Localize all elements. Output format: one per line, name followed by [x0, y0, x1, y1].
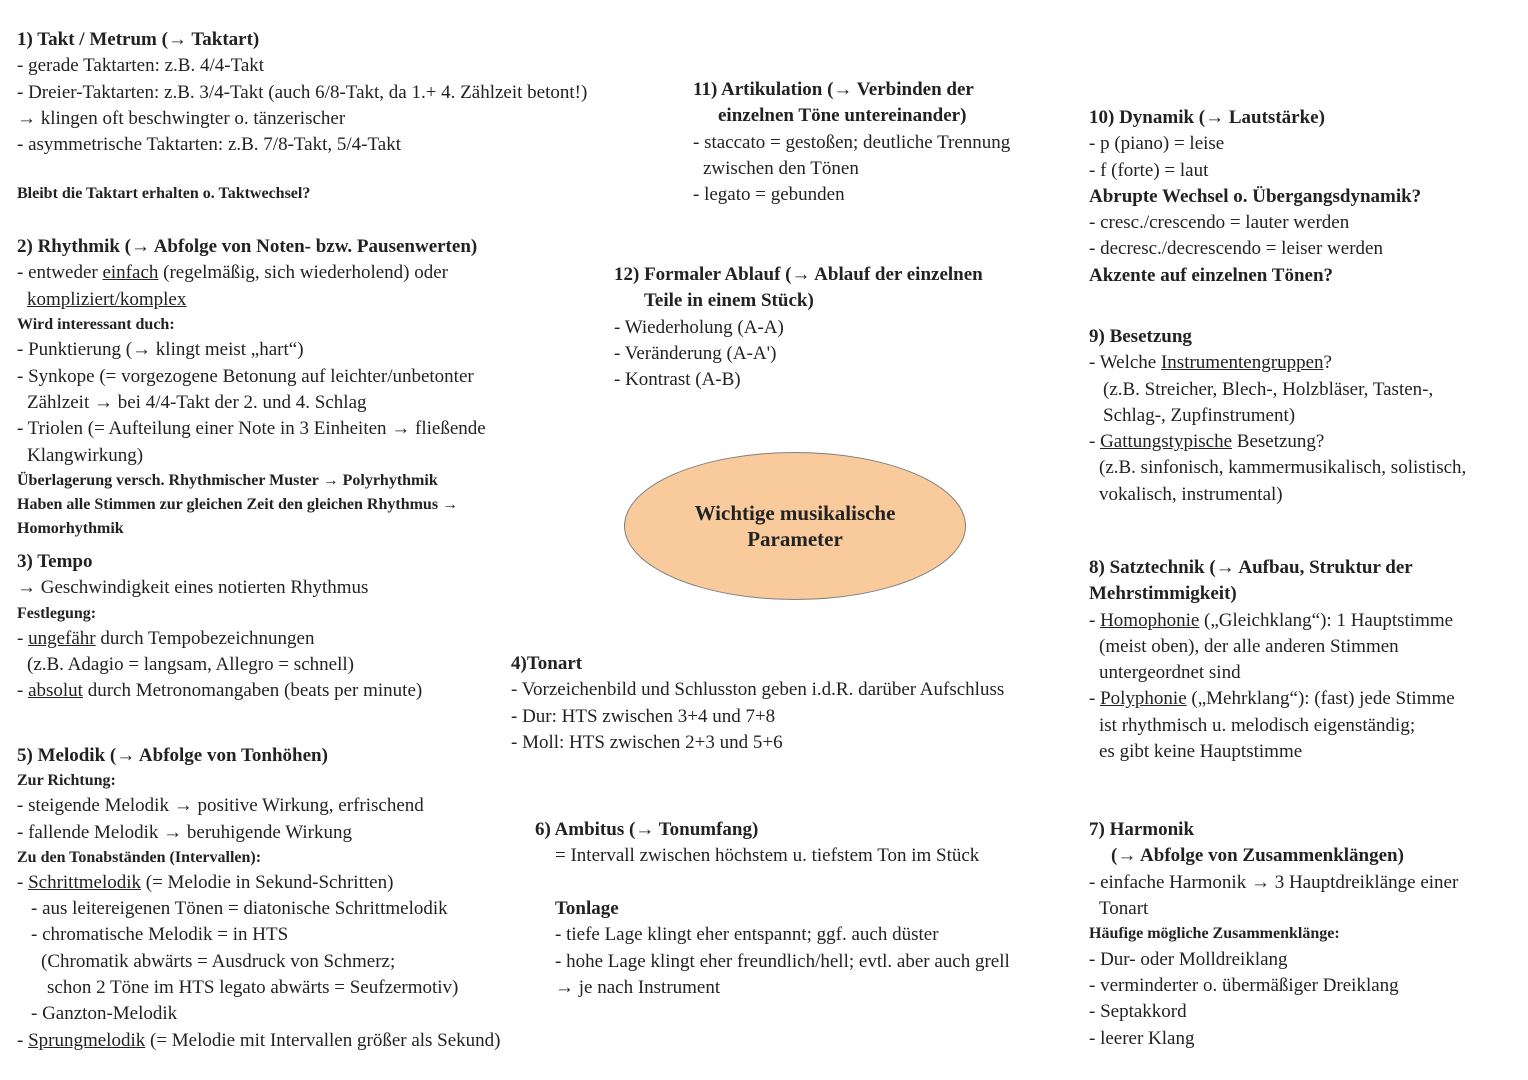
title-line: Wichtige musikalische — [694, 501, 896, 525]
section-heading: 1) Takt / Metrum (→ Taktart) — [17, 29, 260, 50]
text-line: ist rhythmisch u. melodisch eigenständig; — [1099, 714, 1416, 736]
section-artikulation — [693, 77, 1010, 208]
text-line: - Moll: HTS zwischen 2+3 und 5+6 — [511, 731, 783, 753]
bold-note: Überlagerung versch. Rhythmischer Muster → Polyrhythmik — [17, 471, 438, 489]
underlined-term: Gattungstypische — [1100, 431, 1233, 453]
text-line: → Geschwindigkeit eines notierten Rhythmus — [17, 577, 369, 599]
text-line: → je nach Instrument — [555, 976, 721, 998]
section-harmonik — [1089, 817, 1458, 1052]
section-heading: 3) Tempo — [17, 551, 93, 572]
text-line: - hohe Lage klingt eher freundlich/hell; evtl. aber auch grell — [555, 950, 1010, 972]
subheading: Tonlage — [555, 898, 619, 919]
text-line: - fallende Melodik → beruhigende Wirkung — [17, 821, 352, 843]
text-line: - steigende Melodik → positive Wirkung, erfrischend — [17, 795, 424, 817]
text-part: (= Melodie mit Intervallen größer als Sekund) — [145, 1029, 501, 1051]
section-heading: (→ Abfolge von Zusammenklängen) — [1111, 845, 1404, 867]
bold-note: Haben alle Stimmen zur gleichen Zeit den gleichen Rhythmus → — [17, 495, 459, 513]
text-line: (z.B. sinfonisch, kammermusikalisch, solistisch, — [1099, 457, 1467, 479]
subheading: Wird interessant duch: — [17, 315, 175, 333]
text-line: - Wiederholung (A-A) — [614, 316, 784, 338]
text-part: („Gleichklang“): 1 Hauptstimme — [1199, 609, 1454, 631]
section-heading: Teile in einem Stück) — [644, 290, 814, 312]
section-heading: Mehrstimmigkeit) — [1089, 583, 1237, 605]
text-line: (z.B. Adagio = langsam, Allegro = schnell) — [27, 653, 354, 675]
text-line: - leerer Klang — [1089, 1027, 1195, 1049]
section-rhythmik — [17, 234, 486, 541]
section-takt — [17, 27, 587, 158]
text-line: untergeordnet sind — [1099, 662, 1241, 684]
text-line: vokalisch, instrumental) — [1099, 483, 1283, 505]
subheading: Zu den Tonabständen (Intervallen): — [17, 848, 262, 866]
section-besetzung — [1089, 324, 1466, 508]
text-line: es gibt keine Hauptstimme — [1099, 741, 1303, 763]
underlined-term: Homophonie — [1100, 609, 1200, 631]
text-line — [17, 1028, 501, 1054]
text-line: - staccato = gestoßen; deutliche Trennung — [693, 131, 1011, 153]
text-line: - Kontrast (A-B) — [614, 369, 741, 391]
underlined-term: Polyphonie — [1100, 688, 1187, 710]
text-line — [17, 287, 486, 313]
text-line: - Synkope (= vorgezogene Betonung auf leichter/unbetonter — [17, 365, 474, 387]
section-formaler-ablauf — [614, 262, 983, 393]
text-line: (z.B. Streicher, Blech-, Holzbläser, Tasten-, — [1103, 378, 1434, 400]
text-line: - Punktierung (→ klingt meist „hart“) — [17, 339, 304, 361]
text-line — [1089, 350, 1466, 376]
underlined-term: kompliziert/komplex — [27, 288, 187, 310]
underlined-term: Instrumentengruppen — [1160, 352, 1324, 374]
underlined-term: einfach — [102, 262, 159, 284]
text-line: - legato = gebunden — [693, 184, 845, 206]
text-line: → klingen oft beschwingter o. tänzerischer — [17, 107, 346, 129]
text-line: - Dur- oder Molldreiklang — [1089, 948, 1288, 970]
section-heading: 8) Satztechnik (→ Aufbau, Struktur der — [1089, 557, 1413, 578]
section-tonart — [511, 651, 1004, 756]
section-ambitus — [535, 817, 979, 870]
text-line: - f (forte) = laut — [1089, 159, 1209, 181]
text-line: - Septakkord — [1089, 1001, 1187, 1023]
bold-note: Homorhythmik — [17, 519, 124, 537]
section-satztechnik — [1089, 555, 1455, 765]
text-line: Schlag-, Zupfinstrument) — [1103, 404, 1296, 426]
section-heading: 7) Harmonik — [1089, 819, 1195, 840]
section-heading: 6) Ambitus (→ Tonumfang) — [535, 819, 759, 840]
section-heading: 10) Dynamik (→ Lautstärke) — [1089, 107, 1325, 128]
text-part: durch Metronomangaben (beats per minute) — [82, 680, 423, 702]
text-part: - — [17, 627, 29, 649]
text-line: - cresc./crescendo = lauter werden — [1089, 212, 1350, 234]
text-line: - einfache Harmonik → 3 Hauptdreiklänge einer — [1089, 871, 1459, 893]
text-part: - — [1089, 688, 1101, 710]
text-line — [17, 870, 501, 896]
text-part: - — [17, 1029, 29, 1051]
text-line: - Ganzton-Melodik — [31, 1003, 178, 1025]
subheading: Zur Richtung: — [17, 772, 116, 790]
text-line: schon 2 Töne im HTS legato abwärts = Seufzermotiv) — [47, 977, 459, 999]
text-line: - Dreier-Taktarten: z.B. 3/4-Takt (auch 6/8-Takt, da 1.+ 4. Zählzeit betont!) — [17, 81, 588, 103]
text-line: - chromatische Melodik = in HTS — [31, 924, 289, 946]
text-line: - Triolen (= Aufteilung einer Note in 3 Einheiten → fließende — [17, 418, 486, 440]
text-line — [17, 678, 422, 704]
text-part: Besetzung? — [1232, 431, 1325, 453]
text-part: durch Tempobezeichnungen — [95, 627, 315, 649]
underlined-term: ungefähr — [28, 627, 96, 649]
text-part: - Welche — [1089, 352, 1161, 374]
section-dynamik — [1089, 105, 1421, 289]
text-line: - p (piano) = leise — [1089, 133, 1225, 155]
text-part: („Mehrklang“): (fast) jede Stimme — [1186, 688, 1455, 710]
text-line: (Chromatik abwärts = Ausdruck von Schmerz; — [41, 950, 396, 972]
text-part: (regelmäßig, sich wiederholend) oder — [158, 262, 449, 284]
text-line: Klangwirkung) — [27, 444, 144, 466]
text-line — [1089, 686, 1455, 712]
section-heading: einzelnen Töne untereinander) — [718, 105, 967, 127]
text-line: - gerade Taktarten: z.B. 4/4-Takt — [17, 55, 265, 77]
text-part: - entweder — [17, 262, 103, 284]
text-line: - aus leitereigenen Tönen = diatonische Schrittmelodik — [31, 898, 448, 920]
question-taktwechsel: Bleibt die Taktart erhalten o. Taktwechsel? — [17, 185, 311, 202]
section-heading: 9) Besetzung — [1089, 326, 1192, 347]
text-part: - — [1089, 609, 1101, 631]
text-line: - Vorzeichenbild und Schlusston geben i.d.R. darüber Aufschluss — [511, 679, 1005, 701]
section-melodik — [17, 743, 501, 1054]
text-line — [1089, 608, 1455, 634]
underlined-term: Sprungmelodik — [28, 1029, 146, 1051]
text-line: Zählzeit → bei 4/4-Takt der 2. und 4. Schlag — [27, 391, 367, 413]
text-line: (meist oben), der alle anderen Stimmen — [1099, 635, 1399, 657]
text-part: - — [17, 871, 29, 893]
text-line: - asymmetrische Taktarten: z.B. 7/8-Takt, 5/4-Takt — [17, 134, 401, 156]
text-part: - — [1089, 431, 1101, 453]
subheading: Abrupte Wechsel o. Übergangsdynamik? — [1089, 185, 1422, 207]
text-line — [1089, 429, 1466, 455]
subheading: Festlegung: — [17, 604, 97, 622]
text-part: - — [17, 680, 29, 702]
section-heading: 5) Melodik (→ Abfolge von Tonhöhen) — [17, 745, 328, 766]
text-part: ? — [1323, 352, 1332, 374]
text-line: - Veränderung (A-A') — [614, 342, 777, 364]
text-line: - verminderter o. übermäßiger Dreiklang — [1089, 974, 1399, 996]
text-line — [17, 260, 486, 286]
text-line: - decresc./decrescendo = leiser werden — [1089, 238, 1383, 260]
text-line: - Dur: HTS zwischen 3+4 und 7+8 — [511, 705, 776, 727]
text-line: = Intervall zwischen höchstem u. tiefstem Ton im Stück — [555, 845, 980, 867]
subheading: Häufige mögliche Zusammenklänge: — [1089, 925, 1340, 943]
text-line: - tiefe Lage klingt eher entspannt; ggf. auch düster — [555, 924, 939, 946]
section-heading: 2) Rhythmik (→ Abfolge von Noten- bzw. Pausenwerten) — [17, 236, 478, 257]
underlined-term: absolut — [28, 680, 83, 702]
section-tonlage — [555, 896, 1010, 1001]
text-line — [17, 626, 422, 652]
section-heading: 11) Artikulation (→ Verbinden der — [693, 79, 974, 100]
center-title-ellipse — [624, 452, 966, 600]
title-line: Parameter — [747, 527, 843, 551]
underlined-term: Schrittmelodik — [28, 871, 142, 893]
subheading: Akzente auf einzelnen Tönen? — [1089, 264, 1334, 286]
text-line: Tonart — [1099, 897, 1149, 919]
section-heading: 4)Tonart — [511, 653, 583, 674]
section-heading: 12) Formaler Ablauf (→ Ablauf der einzelnen — [614, 264, 983, 285]
text-part: (= Melodie in Sekund-Schritten) — [141, 871, 394, 893]
text-line: zwischen den Tönen — [703, 157, 859, 179]
section-tempo — [17, 549, 422, 704]
